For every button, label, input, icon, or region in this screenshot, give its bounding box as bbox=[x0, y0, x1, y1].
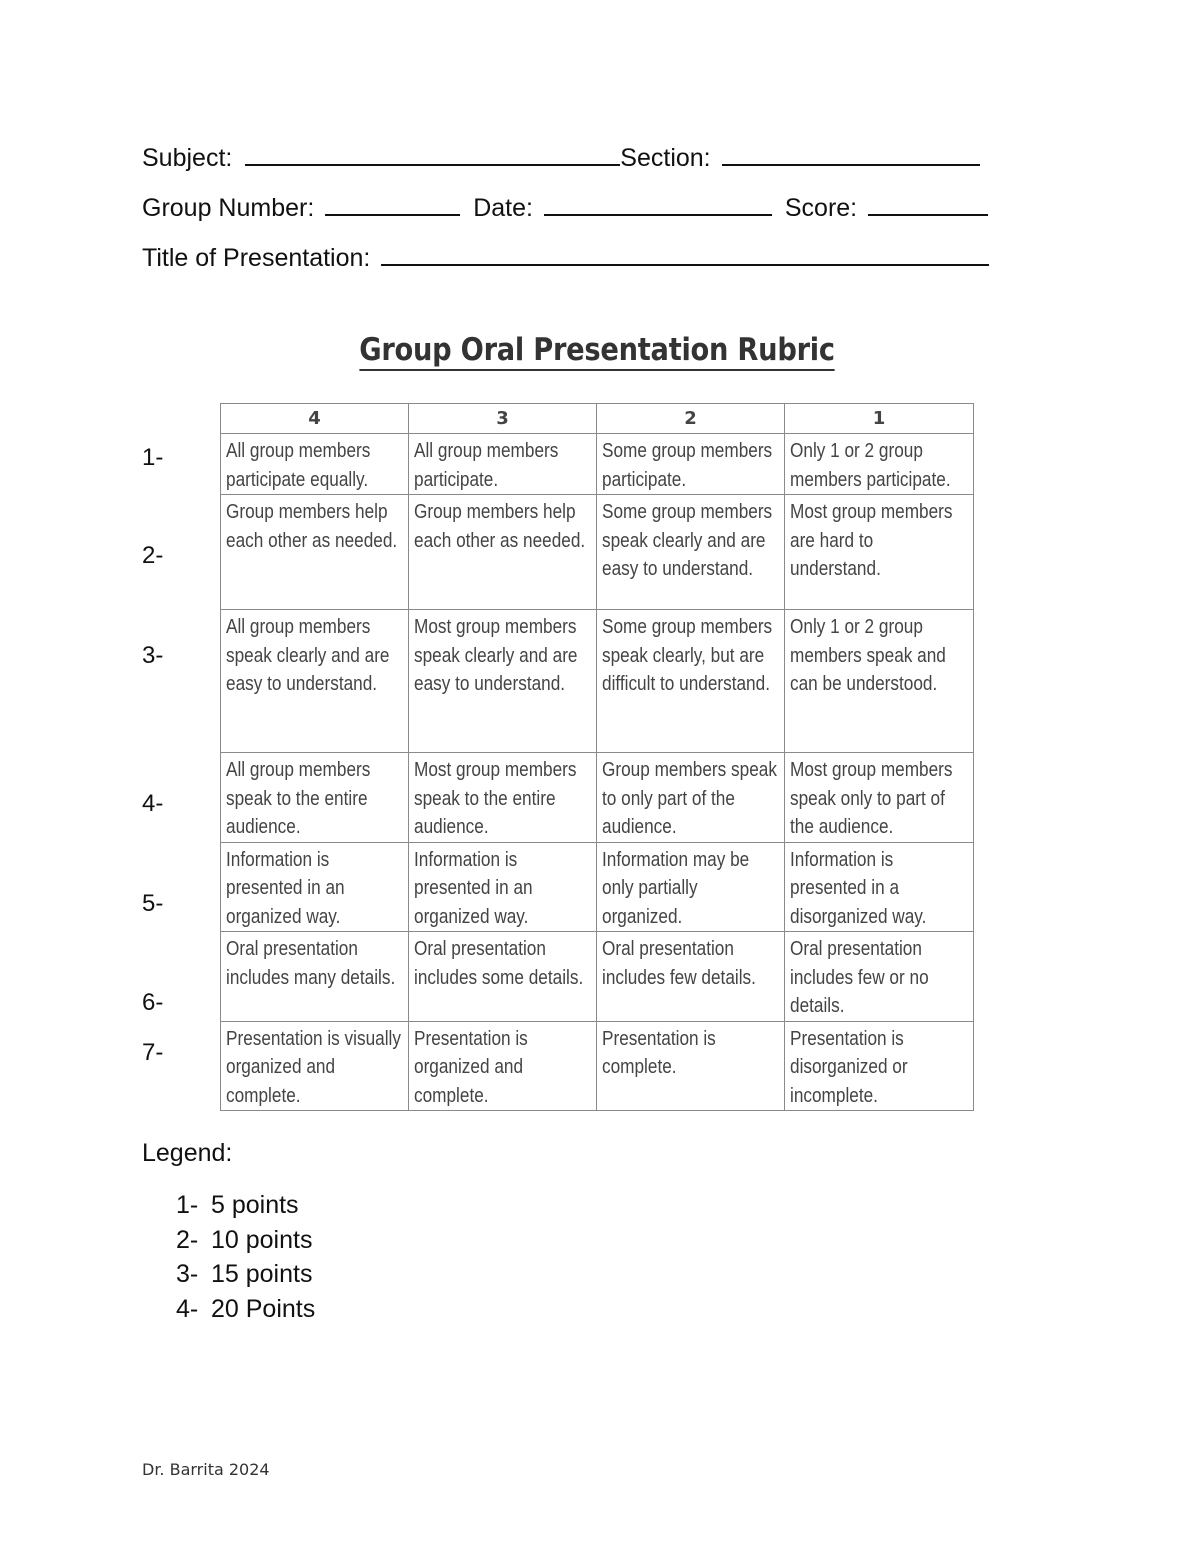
row-label-5: 5- bbox=[142, 890, 164, 917]
legend-num: 1- bbox=[176, 1191, 199, 1219]
rubric-cell: Presentation is complete. bbox=[597, 1021, 785, 1111]
rubric-title bbox=[72, 332, 1123, 368]
section-blank[interactable] bbox=[722, 142, 980, 166]
rubric-cell: Presentation is visually organized and complete. bbox=[221, 1021, 409, 1111]
date-label: Date: bbox=[473, 194, 533, 222]
rubric-cell: Most group members speak to the entire audience. bbox=[409, 753, 597, 843]
rubric-cell: Oral presentation includes many details. bbox=[221, 932, 409, 1022]
row-label-4: 4- bbox=[142, 790, 164, 817]
list-item bbox=[176, 1223, 315, 1258]
row-label-6: 6- bbox=[142, 989, 164, 1016]
title-row bbox=[142, 242, 989, 273]
rubric-cell: Information is presented in an organized way. bbox=[409, 842, 597, 932]
group-date-score-row bbox=[142, 192, 988, 223]
rubric-cell: Oral presentation includes few details. bbox=[597, 932, 785, 1022]
legend-title: Legend: bbox=[142, 1139, 233, 1167]
legend-text: 15 points bbox=[211, 1260, 313, 1288]
row-label-2: 2- bbox=[142, 542, 164, 569]
list-item bbox=[176, 1188, 315, 1223]
table-row bbox=[221, 1021, 974, 1111]
rubric-cell: Most group members are hard to understand. bbox=[785, 495, 974, 610]
rubric-cell: Oral presentation includes few or no details. bbox=[785, 932, 974, 1022]
row-label-3: 3- bbox=[142, 642, 164, 669]
score-header-4: 4 bbox=[221, 404, 409, 434]
score-blank[interactable] bbox=[868, 192, 988, 216]
rubric-cell: Only 1 or 2 group members speak and can be understood. bbox=[785, 610, 974, 753]
rubric-cell: Oral presentation includes some details. bbox=[409, 932, 597, 1022]
score-header-2: 2 bbox=[597, 404, 785, 434]
score-label: Score: bbox=[784, 194, 858, 222]
group-number-label: Group Number: bbox=[142, 194, 315, 222]
rubric-cell: Information may be only partially organized. bbox=[597, 842, 785, 932]
rubric-cell: Group members help each other as needed. bbox=[221, 495, 409, 610]
rubric-cell: All group members participate equally. bbox=[221, 434, 409, 495]
rubric-cell: Group members help each other as needed. bbox=[409, 495, 597, 610]
table-row bbox=[221, 434, 974, 495]
rubric-cell: Presentation is organized and complete. bbox=[409, 1021, 597, 1111]
rubric-cell: All group members participate. bbox=[409, 434, 597, 495]
rubric-cell: Most group members speak only to part of the audience. bbox=[785, 753, 974, 843]
rubric-cell: Most group members speak clearly and are easy to understand. bbox=[409, 610, 597, 753]
legend-text: 20 Points bbox=[211, 1294, 316, 1323]
subject-blank[interactable] bbox=[245, 142, 620, 166]
subject-label: Subject: bbox=[142, 144, 233, 172]
title-of-presentation-label: Title of Presentation: bbox=[142, 244, 371, 272]
legend-num: 3- bbox=[176, 1260, 199, 1288]
table-row bbox=[221, 495, 974, 610]
rubric-cell: Group members speak to only part of the audience. bbox=[597, 753, 785, 843]
row-label-1: 1- bbox=[142, 444, 164, 471]
subject-section-row bbox=[142, 142, 980, 173]
legend-num: 4- bbox=[176, 1294, 199, 1323]
rubric-cell: All group members speak clearly and are easy to understand. bbox=[221, 610, 409, 753]
table-row bbox=[221, 842, 974, 932]
rubric-cell: Information is presented in an organized way. bbox=[221, 842, 409, 932]
rubric-cell: Presentation is disorganized or incomplete. bbox=[785, 1021, 974, 1111]
section-label: Section: bbox=[620, 144, 711, 172]
footer-author: Dr. Barrita 2024 bbox=[142, 1460, 270, 1479]
legend-text: 10 points bbox=[211, 1225, 313, 1254]
row-label-7: 7- bbox=[142, 1039, 164, 1066]
rubric-table bbox=[220, 403, 974, 1111]
rubric-cell: Only 1 or 2 group members participate. bbox=[785, 434, 974, 495]
list-item bbox=[176, 1257, 315, 1292]
list-item bbox=[176, 1292, 315, 1327]
legend-text: 5 points bbox=[211, 1191, 299, 1219]
rubric-cell: Some group members speak clearly and are easy to understand. bbox=[597, 495, 785, 610]
rubric-cell: Some group members speak clearly, but are difficult to understand. bbox=[597, 610, 785, 753]
rubric-cell: Information is presented in a disorganized way. bbox=[785, 842, 974, 932]
table-row bbox=[221, 753, 974, 843]
table-row bbox=[221, 610, 974, 753]
rubric-cell: Some group members participate. bbox=[597, 434, 785, 495]
rubric-header-row bbox=[221, 404, 974, 434]
legend-num: 2- bbox=[176, 1225, 199, 1254]
title-blank[interactable] bbox=[381, 242, 989, 266]
date-blank[interactable] bbox=[544, 192, 772, 216]
score-header-3: 3 bbox=[409, 404, 597, 434]
rubric-cell: All group members speak to the entire audience. bbox=[221, 753, 409, 843]
score-header-1: 1 bbox=[785, 404, 974, 434]
rubric-title-text: Group Oral Presentation Rubric bbox=[359, 332, 835, 371]
group-number-blank[interactable] bbox=[325, 192, 460, 216]
table-row bbox=[221, 932, 974, 1022]
legend-list bbox=[176, 1188, 315, 1326]
